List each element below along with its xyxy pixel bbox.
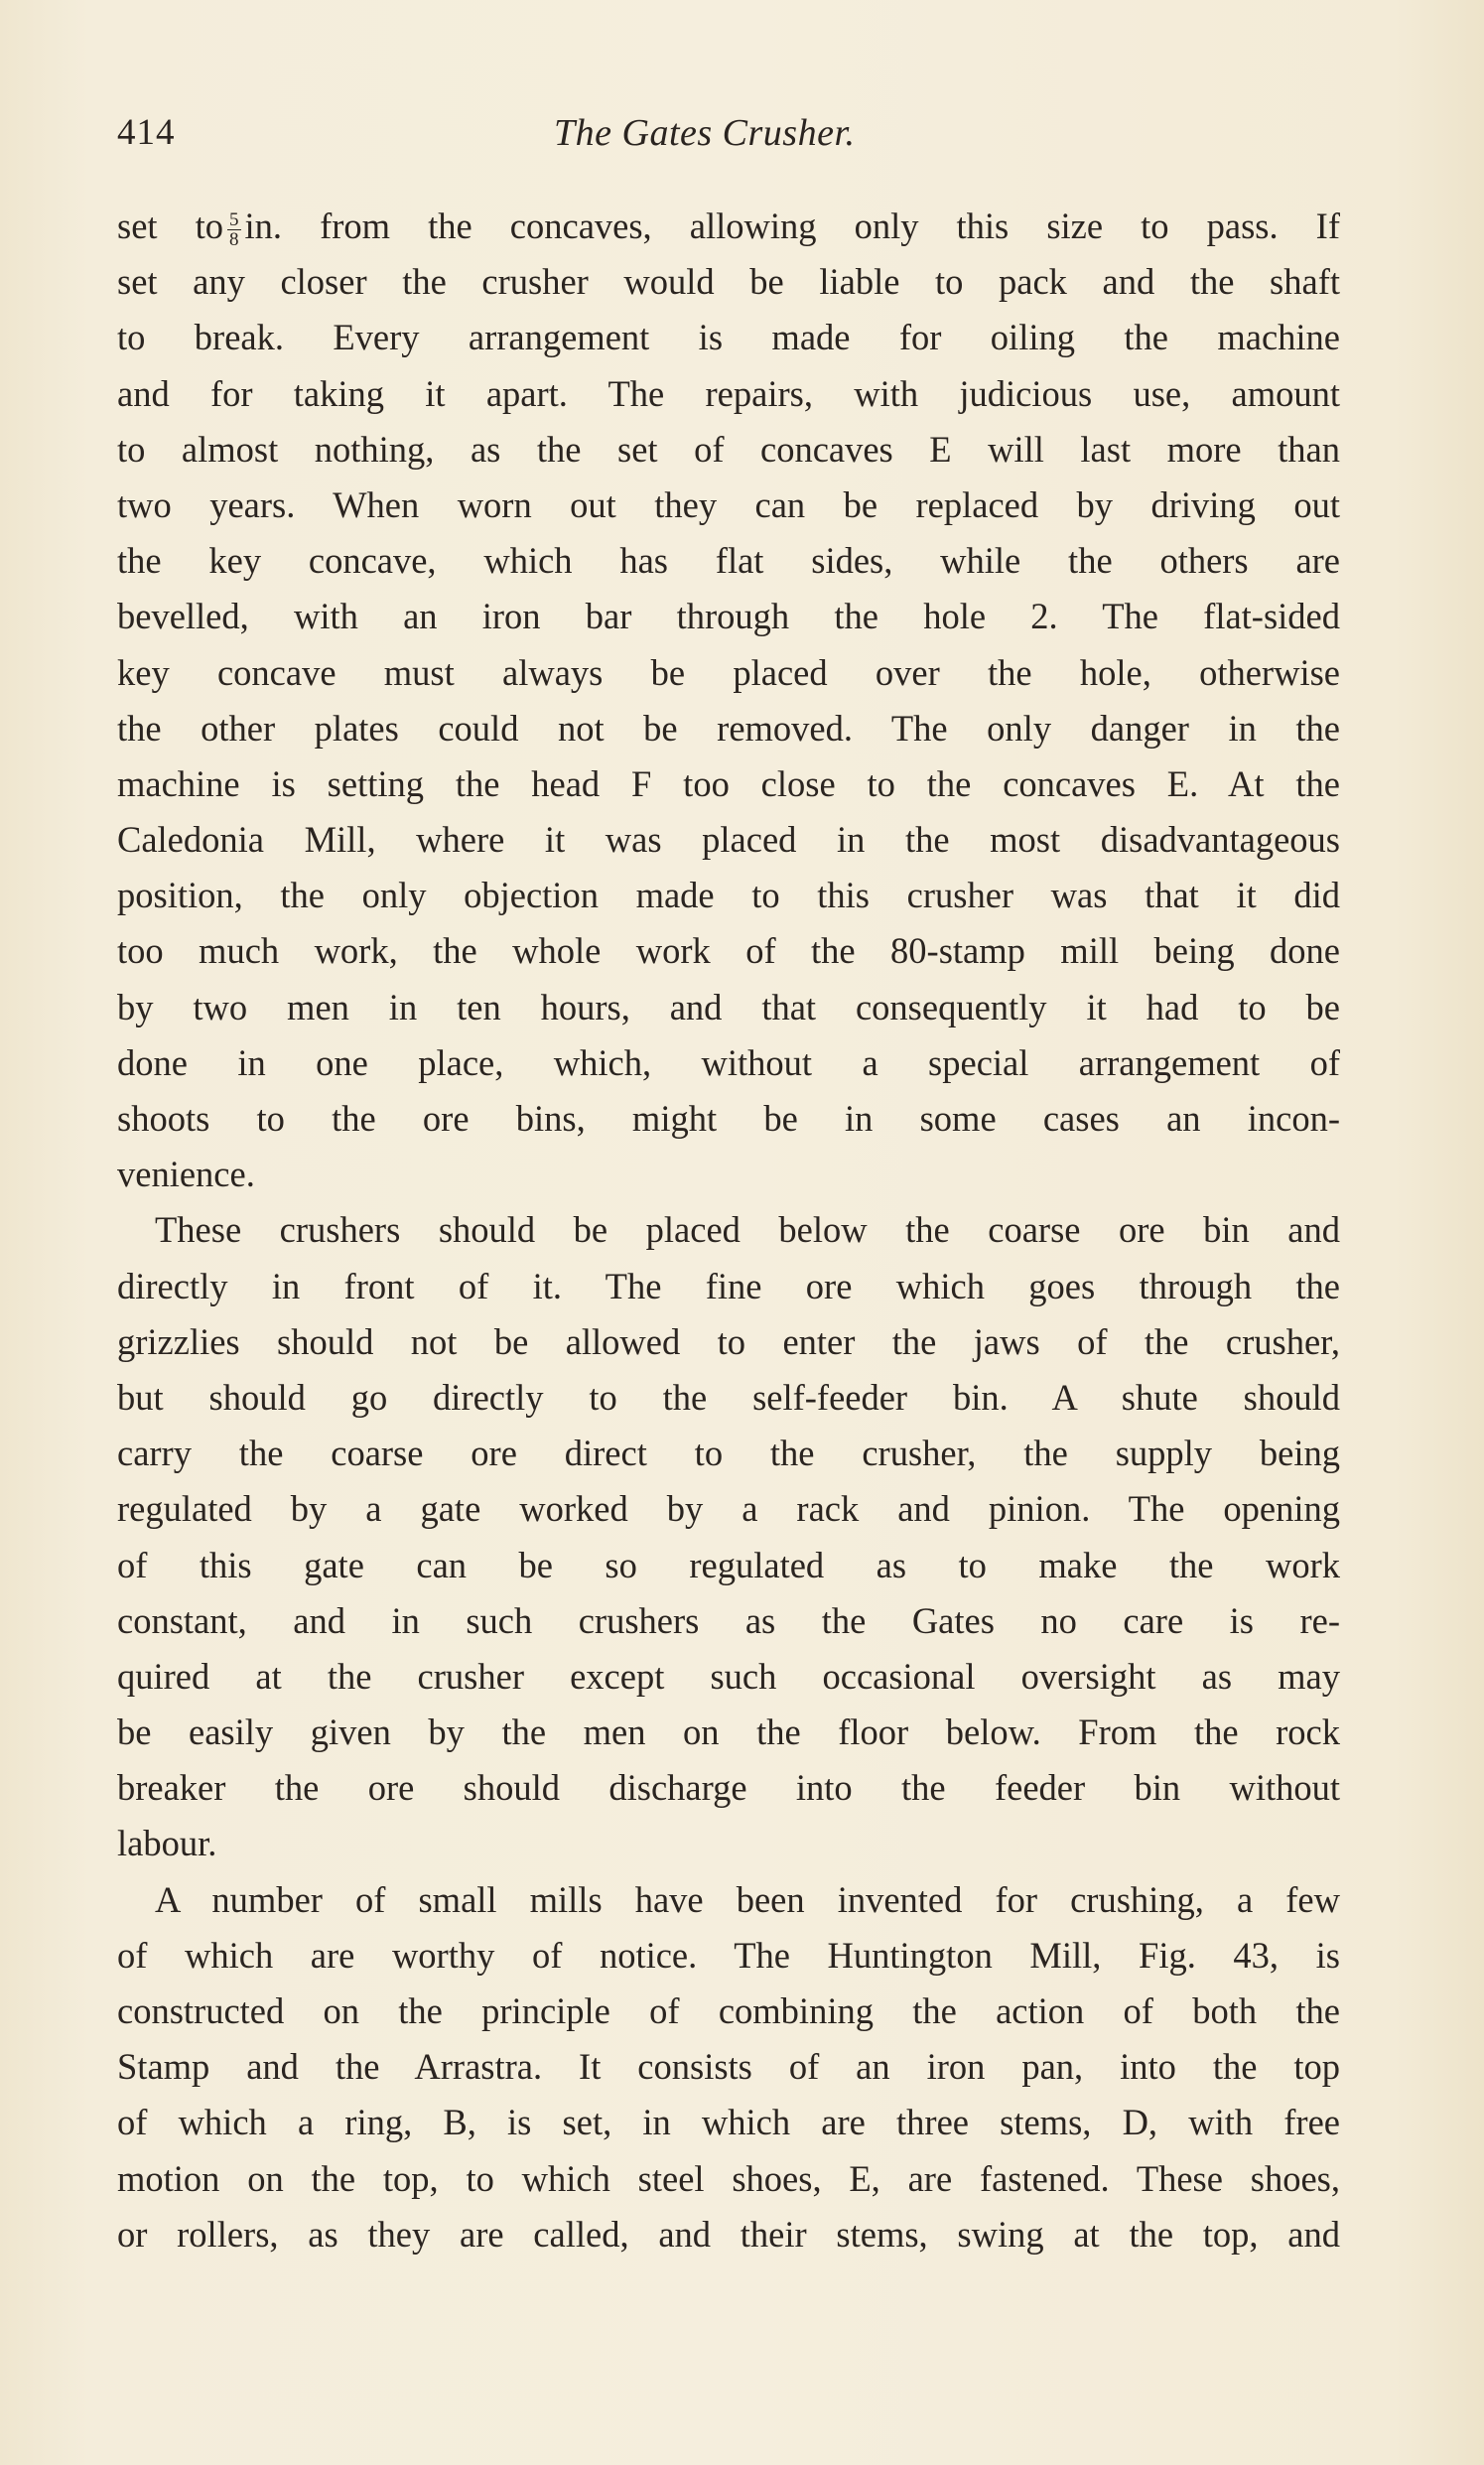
text-line: Stamp and the Arrastra. It consists of an iron pan, into the top xyxy=(117,2046,1340,2088)
body-text xyxy=(117,199,1340,2262)
text-line: by two men in ten hours, and that consequently it had to be xyxy=(117,986,1340,1027)
text-line: too much work, the whole work of the 80-stamp mill being done xyxy=(117,930,1340,972)
text-line: or rollers, as they are called, and their stems, swing at the top, and xyxy=(117,2213,1340,2255)
page-number: 414 xyxy=(117,112,176,153)
text-line-paragraph-start: A number of small mills have been invented for crushing, a few xyxy=(155,1878,1340,1920)
text-line-paragraph-end: labour. xyxy=(117,1823,217,1864)
fraction: $\frac{5}{8}$ xyxy=(229,209,239,251)
text-line: carry the coarse ore direct to the crusher, the supply being xyxy=(117,1433,1340,1474)
text-line: quired at the crusher except such occasional oversight as may xyxy=(117,1655,1340,1697)
text-line: two years. When worn out they can be replaced by driving out xyxy=(117,483,1340,525)
text-line: of which a ring, B, is set, in which are three stems, D, with free xyxy=(117,2102,1340,2143)
text-line: bevelled, with an iron bar through the hole 2. The flat-sided xyxy=(117,596,1340,637)
text-line: constructed on the principle of combining the action of both the xyxy=(117,1990,1340,2031)
text-line: position, the only objection made to this crusher was that it did xyxy=(117,875,1340,916)
text-line: directly in front of it. The fine ore which goes through the xyxy=(117,1265,1340,1306)
text-line: regulated by a gate worked by a rack and pinion. The opening xyxy=(117,1488,1340,1530)
text-line: and for taking it apart. The repairs, with judicious use, amount xyxy=(117,372,1340,414)
text-line: of which are worthy of notice. The Huntington Mill, Fig. 43, is xyxy=(117,1934,1340,1976)
text-line: the key concave, which has flat sides, while the others are xyxy=(117,540,1340,582)
text-line: the other plates could not be removed. The only danger in the xyxy=(117,707,1340,749)
text-line: grizzlies should not be allowed to enter the jaws of the crusher, xyxy=(117,1320,1340,1362)
page-header xyxy=(117,111,1338,171)
text-line: machine is setting the head F too close to the concaves E. At the xyxy=(117,762,1340,804)
text-line: breaker the ore should discharge into the feeder bin without xyxy=(117,1767,1340,1809)
text-line: shoots to the ore bins, might be in some cases an incon- xyxy=(117,1098,1340,1139)
text-line: to break. Every arrangement is made for oiling the machine xyxy=(117,317,1340,358)
text-line-paragraph-end: venience. xyxy=(117,1154,255,1195)
text-line: done in one place, which, without a special arrangement of xyxy=(117,1041,1340,1083)
text-line: constant, and in such crushers as the Gates no care is re- xyxy=(117,1599,1340,1641)
text-line: of this gate can be so regulated as to make the work xyxy=(117,1544,1340,1585)
text-line: to almost nothing, as the set of concaves E will last more than xyxy=(117,428,1340,470)
text-line: be easily given by the men on the floor below. From the rock xyxy=(117,1712,1340,1753)
running-title: The Gates Crusher. xyxy=(554,112,856,154)
text-line-paragraph-start: These crushers should be placed below the coarse ore bin and xyxy=(155,1209,1340,1251)
text-line: key concave must always be placed over the hole, otherwise xyxy=(117,651,1340,693)
text-line: set to $\frac{5}{8}$ in. from the concaves, allowing only this size to pass. If xyxy=(117,205,1340,251)
text-line: motion on the top, to which steel shoes, E, are fastened. These shoes, xyxy=(117,2157,1340,2199)
text-line: Caledonia Mill, where it was placed in the most disadvantageous xyxy=(117,819,1340,861)
text-line: set any closer the crusher would be liable to pack and the shaft xyxy=(117,261,1340,303)
text-line: but should go directly to the self-feeder bin. A shute should xyxy=(117,1376,1340,1418)
